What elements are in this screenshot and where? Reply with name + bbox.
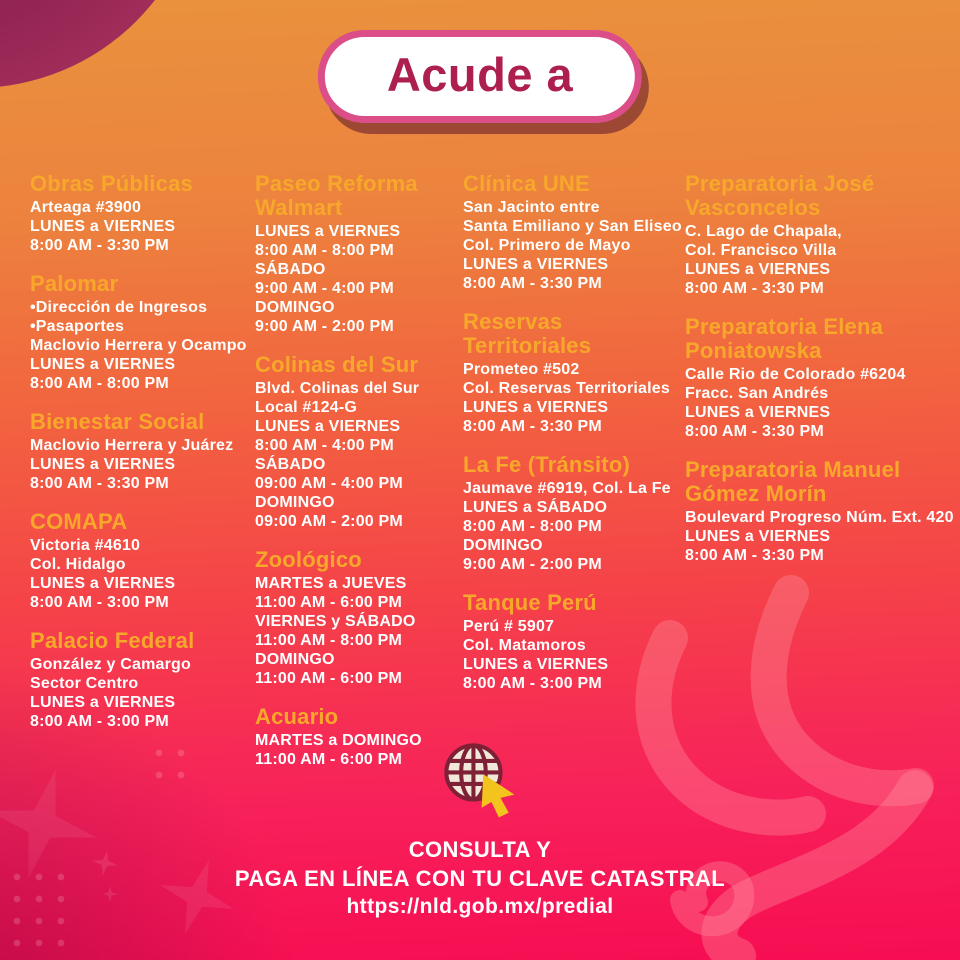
- detail-line: LUNES a VIERNES: [463, 399, 609, 416]
- location-section: [685, 315, 950, 441]
- location-column: [30, 172, 255, 786]
- location-section: [463, 591, 685, 693]
- location-section: [30, 510, 255, 612]
- location-section: [685, 457, 954, 565]
- location-section: [685, 172, 950, 298]
- detail-line: 11:00 AM - 6:00 PM: [255, 594, 403, 611]
- location-heading: Reservas Territoriales: [463, 309, 592, 358]
- detail-line: LUNES a VIERNES: [463, 256, 609, 273]
- title-pill: [318, 30, 642, 123]
- detail-line: Fracc. San Andrés: [685, 385, 829, 402]
- globe-cursor-icon: [437, 738, 523, 820]
- detail-line: LUNES a VIERNES: [30, 356, 176, 373]
- detail-line: 8:00 AM - 3:30 PM: [685, 547, 824, 564]
- detail-line: San Jacinto entre: [463, 199, 600, 216]
- detail-line: LUNES a SÁBADO: [463, 499, 608, 516]
- detail-line: Maclovio Herrera y Ocampo: [30, 337, 247, 354]
- location-section: [255, 353, 463, 531]
- location-details: [255, 379, 463, 531]
- detail-line: 09:00 AM - 2:00 PM: [255, 513, 403, 530]
- detail-line: LUNES a VIERNES: [255, 418, 401, 435]
- detail-line: SÁBADO: [255, 456, 326, 473]
- detail-line: 11:00 AM - 8:00 PM: [255, 632, 403, 649]
- detail-line: 09:00 AM - 4:00 PM: [255, 475, 403, 492]
- location-column: [463, 172, 685, 786]
- detail-line: LUNES a VIERNES: [30, 694, 176, 711]
- detail-line: Maclovio Herrera y Juárez: [30, 437, 234, 454]
- location-details: [30, 198, 255, 255]
- location-details: [30, 436, 255, 493]
- detail-line: Santa Emiliano y San Eliseo: [463, 218, 682, 235]
- detail-line: Col. Francisco Villa: [685, 242, 837, 259]
- detail-line: Col. Reservas Territoriales: [463, 380, 670, 397]
- detail-line: 11:00 AM - 6:00 PM: [255, 751, 403, 768]
- detail-line: 8:00 AM - 8:00 PM: [255, 242, 394, 259]
- detail-line: LUNES a VIERNES: [685, 261, 831, 278]
- location-heading: Preparatoria José Vasconcelos: [685, 171, 875, 220]
- locations-grid: [30, 172, 960, 786]
- location-details: [685, 508, 954, 565]
- site-url[interactable]: https://nld.gob.mx/predial: [346, 895, 614, 918]
- location-details: [255, 222, 463, 336]
- detail-line: LUNES a VIERNES: [463, 656, 609, 673]
- detail-line: LUNES a VIERNES: [30, 575, 176, 592]
- detail-line: MARTES a DOMINGO: [255, 732, 422, 749]
- corner-circle-decoration: [0, 0, 203, 88]
- detail-line: Prometeo #502: [463, 361, 580, 378]
- detail-line: Boulevard Progreso Núm. Ext. 420: [685, 509, 954, 526]
- detail-line: Arteaga #3900: [30, 199, 142, 216]
- detail-line: 8:00 AM - 3:30 PM: [463, 275, 602, 292]
- detail-line: •Dirección de Ingresos: [30, 299, 208, 316]
- location-heading: Acuario: [255, 704, 339, 729]
- detail-line: VIERNES y SÁBADO: [255, 613, 416, 630]
- location-details: [685, 222, 950, 298]
- detail-line: DOMINGO: [463, 537, 543, 554]
- location-column: [685, 171, 954, 786]
- location-section: [30, 410, 255, 493]
- location-details: [463, 360, 685, 436]
- detail-line: 8:00 AM - 3:00 PM: [30, 713, 169, 730]
- location-heading: La Fe (Tránsito): [463, 452, 630, 477]
- detail-line: 8:00 AM - 3:30 PM: [30, 475, 169, 492]
- location-heading: COMAPA: [30, 509, 128, 534]
- location-details: [30, 536, 255, 612]
- detail-line: C. Lago de Chapala,: [685, 223, 842, 240]
- location-section: [30, 272, 255, 393]
- detail-line: 9:00 AM - 2:00 PM: [463, 556, 602, 573]
- detail-line: 8:00 AM - 3:30 PM: [685, 423, 824, 440]
- detail-line: 8:00 AM - 3:00 PM: [463, 675, 602, 692]
- detail-line: DOMINGO: [255, 651, 335, 668]
- footer-note: [0, 835, 960, 893]
- detail-line: Col. Primero de Mayo: [463, 237, 631, 254]
- detail-line: Blvd. Colinas del Sur: [255, 380, 420, 397]
- detail-line: LUNES a VIERNES: [685, 528, 831, 545]
- detail-line: González y Camargo: [30, 656, 191, 673]
- detail-line: Victoria #4610: [30, 537, 141, 554]
- detail-line: 8:00 AM - 8:00 PM: [463, 518, 602, 535]
- footer: [0, 738, 960, 921]
- location-heading: Bienestar Social: [30, 409, 205, 434]
- detail-line: 9:00 AM - 2:00 PM: [255, 318, 394, 335]
- location-section: [463, 453, 685, 574]
- location-details: [685, 365, 950, 441]
- detail-line: LUNES a VIERNES: [30, 218, 176, 235]
- detail-line: DOMINGO: [255, 299, 335, 316]
- detail-line: 8:00 AM - 4:00 PM: [255, 437, 394, 454]
- location-heading: Paseo Reforma Walmart: [255, 171, 418, 220]
- location-section: [255, 548, 463, 688]
- detail-line: LUNES a VIERNES: [255, 223, 401, 240]
- detail-line: 8:00 AM - 3:30 PM: [30, 237, 169, 254]
- location-section: [255, 172, 463, 336]
- location-details: [30, 655, 255, 731]
- detail-line: MARTES a JUEVES: [255, 575, 407, 592]
- detail-line: 11:00 AM - 6:00 PM: [255, 670, 403, 687]
- location-section: [30, 172, 255, 255]
- footer-line-1: CONSULTA Y: [408, 837, 552, 862]
- detail-line: 8:00 AM - 3:30 PM: [463, 418, 602, 435]
- detail-line: Local #124-G: [255, 399, 358, 416]
- location-details: [255, 574, 463, 688]
- detail-line: Col. Hidalgo: [30, 556, 126, 573]
- location-heading: Clínica UNE: [463, 171, 590, 196]
- location-column: [255, 172, 463, 786]
- location-section: [463, 310, 685, 436]
- location-heading: Preparatoria Manuel Gómez Morín: [685, 457, 901, 506]
- detail-line: LUNES a VIERNES: [30, 456, 176, 473]
- location-details: [463, 198, 685, 293]
- page-title: Acude a: [386, 48, 574, 101]
- location-heading: Obras Públicas: [30, 171, 193, 196]
- location-section: [463, 172, 685, 293]
- detail-line: DOMINGO: [255, 494, 335, 511]
- location-heading: Palacio Federal: [30, 628, 195, 653]
- detail-line: 8:00 AM - 3:30 PM: [685, 280, 824, 297]
- location-details: [30, 298, 255, 393]
- detail-line: •Pasaportes: [30, 318, 125, 335]
- location-details: [463, 617, 685, 693]
- detail-line: Jaumave #6919, Col. La Fe: [463, 480, 671, 497]
- footer-line-2: PAGA EN LÍNEA CON TU CLAVE CATASTRAL: [234, 866, 726, 891]
- location-heading: Zoológico: [255, 547, 362, 572]
- detail-line: LUNES a VIERNES: [685, 404, 831, 421]
- detail-line: 8:00 AM - 3:00 PM: [30, 594, 169, 611]
- location-heading: Colinas del Sur: [255, 352, 419, 377]
- detail-line: Sector Centro: [30, 675, 139, 692]
- location-section: [30, 629, 255, 731]
- detail-line: SÁBADO: [255, 261, 326, 278]
- detail-line: Calle Rio de Colorado #6204: [685, 366, 906, 383]
- detail-line: 9:00 AM - 4:00 PM: [255, 280, 394, 297]
- location-heading: Palomar: [30, 271, 119, 296]
- location-heading: Tanque Perú: [463, 590, 597, 615]
- location-details: [463, 479, 685, 574]
- location-heading: Preparatoria Elena Poniatowska: [685, 314, 884, 363]
- detail-line: Perú # 5907: [463, 618, 555, 635]
- detail-line: 8:00 AM - 8:00 PM: [30, 375, 169, 392]
- detail-line: Col. Matamoros: [463, 637, 586, 654]
